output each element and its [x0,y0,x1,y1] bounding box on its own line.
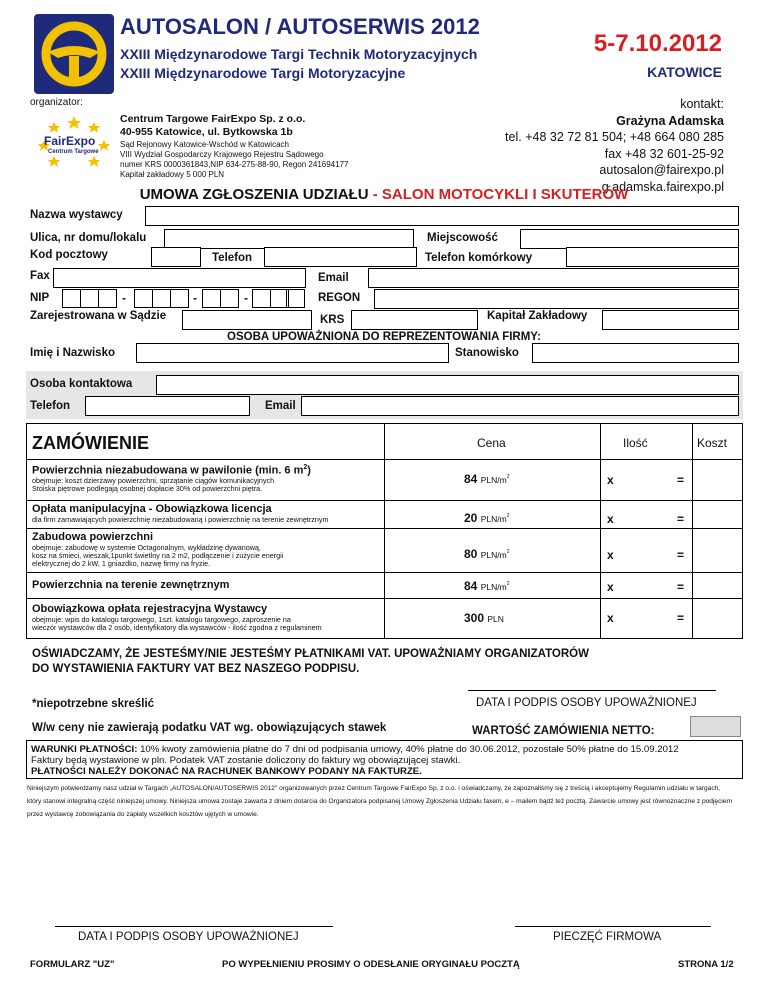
nip-cell[interactable] [98,289,117,308]
col-qty-label: Ilość [623,436,648,450]
order-row-eq: = [677,580,685,594]
krs-field[interactable] [351,310,478,330]
order-divider-h [27,500,742,501]
contact-phone-label: Telefon [30,400,71,412]
event-subtitle-2: XXIII Międzynarodowe Targi Motoryzacyjne [120,65,406,81]
order-row-x: x [607,611,614,625]
fairexpo-logo-sub: Centrum Targowe [48,149,99,155]
order-divider-v [600,424,601,638]
net-value-label: WARTOŚĆ ZAMÓWIENIA NETTO: [472,725,655,737]
order-row-name: Zabudowa powierzchni [32,531,154,543]
nip-cell[interactable] [220,289,239,308]
nip-cell[interactable] [80,289,99,308]
city-field[interactable] [520,229,739,249]
order-row-price: 20 PLN/$m^2$ [464,511,510,525]
event-subtitle-1: XXIII Międzynarodowe Targi Technik Motoryzacyjnych [120,46,478,62]
sign-label-bottom: DATA I PODPIS OSOBY UPOWAŻNIONEJ [78,931,299,943]
legal-line: Niniejszym potwierdzamy nasz udział w Targach „AUTOSALON/AUTOSERWIS 2012" organizowanych przez Centrum Targowe FairExpo Sp. z o.o. i oświadczamy, że zapoznaliśmy się z treścią i akceptujemy Regulamin udziału w targach, [27,785,721,792]
page-number: STRONA 1/2 [678,959,734,970]
event-logo [34,14,114,94]
nip-cell[interactable] [252,289,271,308]
payment-label: WARUNKI PŁATNOŚCI: [31,744,138,755]
nip-dash: - [193,291,197,305]
order-row-eq: = [677,611,685,625]
order-row-price: 300 PLN [464,611,504,625]
order-row-price: 80 PLN/$m^2$ [464,547,510,561]
nip-cell[interactable] [286,289,305,308]
street-label: Ulica, nr domu/lokalu [30,232,147,244]
order-row-eq: = [677,512,685,526]
fax-field[interactable] [53,268,306,288]
company-field[interactable] [145,206,739,226]
order-row-name: Powierzchnia na terenie zewnętrznym [32,579,230,591]
sign-label-top: DATA I PODPIS OSOBY UPOWAŻNIONEJ [476,697,697,709]
nip-cell[interactable] [134,289,153,308]
legal-line: przez wystawcę zobowiązania do zapłaty wszelkich kosztów ujętych w umowie. [27,810,259,818]
nip-dash: - [244,291,248,305]
form-title [0,186,768,203]
order-row-price: 84 PLN/$m^2$ [464,472,510,486]
order-divider-h [27,459,742,460]
contact-tel: tel. +48 32 72 81 504; +48 664 080 285 [505,130,724,144]
stamp-label: PIECZĘĆ FIRMOWA [553,931,662,943]
contact-person-label: Osoba kontaktowa [30,378,133,390]
payment-line-2: Faktury będą wystawione w pln. Podatek VAT zostanie doliczony do faktury wg obowiązującej stawki. [31,755,461,766]
organizer-court-1: Sąd Rejonowy Katowice-Wschód w Katowicach [120,140,289,149]
contact-email-label: Email [265,400,296,412]
nip-cell[interactable] [62,289,81,308]
order-title: ZAMÓWIENIE [32,433,149,453]
col-price-label: Cena [477,436,506,450]
court-label: Zarejestrowana w Sądzie [30,310,167,322]
postal-field[interactable] [151,247,201,267]
mobile-field[interactable] [566,247,739,267]
order-row-eq: = [677,548,685,562]
net-value-field[interactable] [690,716,741,737]
form-title-sub: - SALON MOTOCYKLI I SKUTERÓW [372,186,629,203]
strike-note: *niepotrzebne skreślić [32,698,155,710]
order-row-x: x [607,512,614,526]
fairexpo-logo-text: FairExpo [44,134,96,148]
order-divider-h [27,598,742,599]
vat-line-1: OŚWIADCZAMY, ŻE JESTEŚMY/NIE JESTEŚMY PŁATNIKAMI VAT. UPOWAŻNIAMY ORGANIZATORÓW [32,648,589,660]
order-divider-v [384,424,385,638]
vat-statement [32,647,589,676]
order-row-desc: obejmuje: wpis do katalogu targowego, 1szt. katalogu targowego, zaproszenie na wieczór wystawców dla 2 osób, identyfikatory dla wystawców - ilość zgodna z regulaminem [32,615,322,633]
form-code: FORMULARZ "UZ" [30,959,115,970]
order-row-name: Obowiązkowa opłata rejestracyjna Wystawcy [32,603,268,615]
order-row-x: x [607,473,614,487]
payment-line-3: PŁATNOŚCI NALEŻY DOKONAĆ NA RACHUNEK BANKOWY PODANY NA FAKTURZE. [31,766,422,777]
contact-label: kontakt: [680,97,724,111]
order-row-desc: obejmuje: koszt dzierżawy powierzchni, sprzątanie ciągów komunikacyjnych Stoiska piętrowe podlegają osobnej dopłacie 30% od powierzchni piętra. [32,476,275,494]
nip-cell[interactable] [202,289,221,308]
nip-cell[interactable] [152,289,171,308]
company-label: Nazwa wystawcy [30,209,123,221]
rep-position-label: Stanowisko [455,347,519,359]
capital-field[interactable] [602,310,739,330]
phone-label: Telefon [212,252,253,264]
order-divider-h [27,572,742,573]
regon-label: REGON [318,292,361,304]
payment-text: 10% kwoty zamówienia płatne do 7 dni od podpisania umowy, 40% płatne do 30.06.2012, pozostałe 50% płatne do 15.09.2012 [137,744,679,755]
sign-line-top [468,690,716,691]
order-row-name: Powierzchnia niezabudowana w pawilonie (min. 6 $m^2$) [32,464,311,477]
legal-line: który stanowi integralną część niniejszej umowy. Niniejsza umowa zostaje zawarta z dniem dotarcia do Organizatora podpisanej Umowy Zgłoszenia Udziału faxem, e – mailem bądź też pocztą. Zawarcie umowy jest równoznaczne z podjęciem [27,797,732,805]
vat-excluded-note: W/w ceny nie zawierają podatku VAT wg. obowiązujących stawek [32,722,387,734]
order-row-name: Opłata manipulacyjna - Obowiązkowa licencja [32,503,272,515]
fax-label: Fax [30,270,50,282]
organizer-name: Centrum Targowe FairExpo Sp. z o.o. [120,113,306,125]
nip-label: NIP [30,292,50,304]
contact-email-field[interactable] [301,396,739,416]
organizer-address: 40-955 Katowice, ul. Bytkowska 1b [120,126,293,138]
rep-position-field[interactable] [532,343,739,363]
contact-email-2[interactable]: g.adamska.fairexpo.pl [601,179,724,194]
contact-email-1[interactable]: autosalon@fairexpo.pl [599,163,724,177]
email-field[interactable] [368,268,739,288]
order-row-price: 84 PLN/$m^2$ [464,579,510,593]
fairexpo-logo [34,112,114,172]
city-label: Miejscowość [427,232,498,244]
phone-field[interactable] [264,247,417,267]
contact-fax: fax +48 32 601-25-92 [604,146,724,161]
krs-label: KRS [320,314,345,326]
street-field[interactable] [164,229,414,249]
email-label: Email [318,272,349,284]
order-row-x: x [607,548,614,562]
organizer-court-2: VIII Wydział Gospodarczy Krajowego Rejestru Sądowego [120,150,324,159]
event-dates: 5-7.10.2012 [593,30,722,57]
order-row-desc: dla firm zamawiających powierzchnię niezabudowaną i powierzchnię na terenie zewnętrznym [32,515,329,524]
postal-label: Kod pocztowy [30,249,108,261]
order-row-eq: = [677,473,685,487]
order-row-desc: obejmuje: zabudowę w systemie Octagonalnym, wykładzinę dywanową, kosz na śmieci, wieszak,1punkt świetlny na 2 m2, podłączenie i zużycie energii elektrycznej do 2 kW, 1 gniazdko, nazwę firmy na fryzie. [32,543,284,569]
col-cost-label: Koszt [697,436,728,450]
rep-name-field[interactable] [136,343,449,363]
organizer-krs: numer KRS 0000361843,NIP 634-275-88-90, Regon 241694177 [120,160,349,169]
organizer-capital: Kapitał zakładowy 5 000 PLN [120,170,225,179]
organizer-label: organizator: [30,97,83,108]
steering-wheel-icon [34,14,114,94]
vat-line-2: DO WYSTAWIENIA FAKTURY VAT BEZ NASZEGO PODPISU. [32,662,360,675]
mobile-label: Telefon komórkowy [425,252,533,264]
event-title: AUTOSALON / AUTOSERWIS 2012 [120,14,480,39]
representative-title: OSOBA UPOWAŻNIONA DO REPREZENTOWANIA FIRMY: [227,331,541,343]
sign-line-bottom [55,926,333,927]
order-divider-h [27,528,742,529]
nip-dash: - [122,291,126,305]
court-field[interactable] [182,310,312,330]
payment-terms [26,740,743,779]
event-city: KATOWICE [647,64,722,80]
nip-cell[interactable] [170,289,189,308]
capital-label: Kapitał Zakładowy [487,310,588,322]
stamp-line [515,926,711,927]
nip-field[interactable] [62,289,304,308]
order-table [26,423,743,639]
contact-person-field[interactable] [156,375,739,395]
form-title-main: UMOWA ZGŁOSZENIA UDZIAŁU [139,186,369,203]
rep-name-label: Imię i Nazwisko [30,347,116,359]
regon-field[interactable] [374,289,739,309]
contact-phone-field[interactable] [85,396,250,416]
order-row-x: x [607,580,614,594]
contact-name: Grażyna Adamska [616,113,724,128]
mail-note: PO WYPEŁNIENIU PROSIMY O ODESŁANIE ORYGINAŁU POCZTĄ [222,959,520,970]
legal-text [27,783,743,821]
order-divider-v [692,424,693,638]
